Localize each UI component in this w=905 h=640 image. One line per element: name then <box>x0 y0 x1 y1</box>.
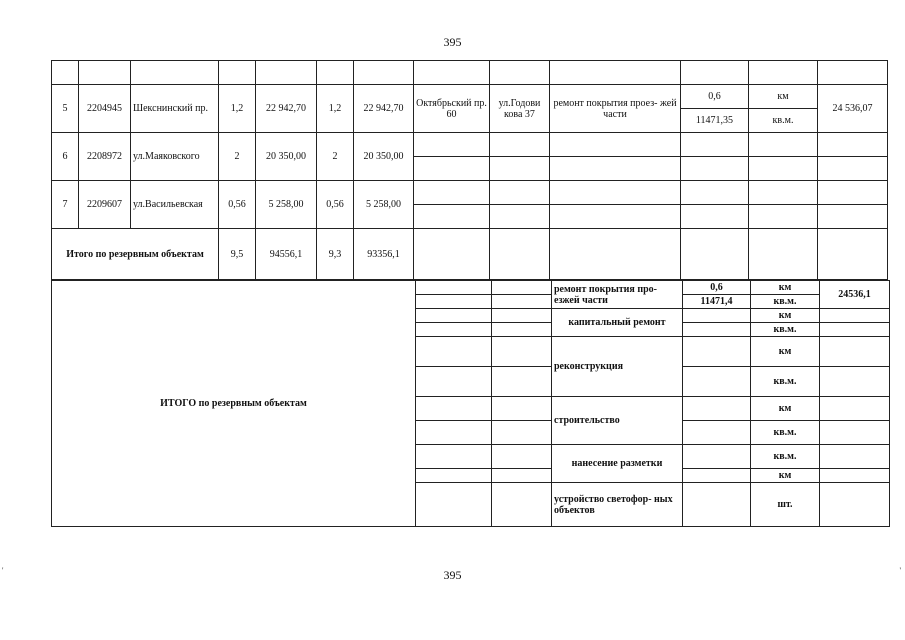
repair-km: 0,6 <box>683 281 751 295</box>
street-name: ул.Васильевская <box>131 181 219 229</box>
traffic-lights-label: устройство светофор- ных объектов <box>552 483 683 527</box>
subtotal-length-plan: 9,5 <box>219 229 256 280</box>
subtotal-row <box>52 229 888 280</box>
construction-unit-sqm: кв.м. <box>751 421 820 445</box>
work-type: ремонт покрытия проез- жей части <box>550 85 681 133</box>
repair-label: ремонт покрытия про- езжей части <box>552 281 683 309</box>
length-plan: 1,2 <box>219 85 256 133</box>
subtotal-length-fact: 9,3 <box>317 229 354 280</box>
street-name: ул.Маяковского <box>131 133 219 181</box>
road-code: 2204945 <box>79 85 131 133</box>
street-name: Шекснинский пр. <box>131 85 219 133</box>
row-number: 7 <box>52 181 79 229</box>
cost-plan: 22 942,70 <box>256 85 317 133</box>
page-number-top: 395 <box>443 35 462 49</box>
grand-total-table <box>51 280 890 527</box>
volume-km: 0,6 <box>681 85 749 109</box>
margin-mark-right: ' <box>899 566 901 575</box>
length-fact: 1,2 <box>317 85 354 133</box>
margin-mark-left: ' <box>2 566 4 575</box>
marking-label: нанесение разметки <box>552 445 683 483</box>
road-objects-table <box>51 60 888 280</box>
volume-sqm: 11471,35 <box>681 109 749 133</box>
table-row <box>52 133 888 157</box>
reconstruction-unit-km: км <box>751 337 820 367</box>
cost-plan: 20 350,00 <box>256 133 317 181</box>
reconstruction-label: реконструкция <box>552 337 683 397</box>
cost-fact: 5 258,00 <box>354 181 414 229</box>
traffic-lights-unit: шт. <box>751 483 820 527</box>
repair-unit-sqm: кв.м. <box>751 295 820 309</box>
unit-sqm: кв.м. <box>749 109 818 133</box>
row-number: 6 <box>52 133 79 181</box>
section-from: Октябрьский пр. 60 <box>414 85 490 133</box>
reconstruction-unit-sqm: кв.м. <box>751 367 820 397</box>
table-row <box>52 181 888 205</box>
subtotal-label: Итого по резервным объектам <box>52 229 219 280</box>
page-number-bottom: 395 <box>443 568 462 582</box>
unit-km: км <box>749 85 818 109</box>
cost-fact: 22 942,70 <box>354 85 414 133</box>
capital-unit-km: км <box>751 309 820 323</box>
construction-unit-km: км <box>751 397 820 421</box>
repair-sqm: 11471,4 <box>683 295 751 309</box>
construction-label: строительство <box>552 397 683 445</box>
road-code: 2208972 <box>79 133 131 181</box>
repair-unit-km: км <box>751 281 820 295</box>
marking-unit-km: км <box>751 469 820 483</box>
capital-repair-label: капитальный ремонт <box>552 309 683 337</box>
grand-total-sum: 24536,1 <box>820 281 890 309</box>
length-plan: 2 <box>219 133 256 181</box>
subtotal-cost-fact: 93356,1 <box>354 229 414 280</box>
row-number: 5 <box>52 85 79 133</box>
cost-fact: 20 350,00 <box>354 133 414 181</box>
subtotal-cost-plan: 94556,1 <box>256 229 317 280</box>
cost-plan: 5 258,00 <box>256 181 317 229</box>
grand-total-label: ИТОГО по резервным объектам <box>52 281 416 527</box>
row-total: 24 536,07 <box>818 85 888 133</box>
road-code: 2209607 <box>79 181 131 229</box>
section-to: ул.Годови кова 37 <box>490 85 550 133</box>
length-fact: 2 <box>317 133 354 181</box>
length-plan: 0,56 <box>219 181 256 229</box>
header-row <box>52 61 888 85</box>
length-fact: 0,56 <box>317 181 354 229</box>
marking-unit-sqm: кв.м. <box>751 445 820 469</box>
table-row <box>52 85 888 109</box>
capital-unit-sqm: кв.м. <box>751 323 820 337</box>
